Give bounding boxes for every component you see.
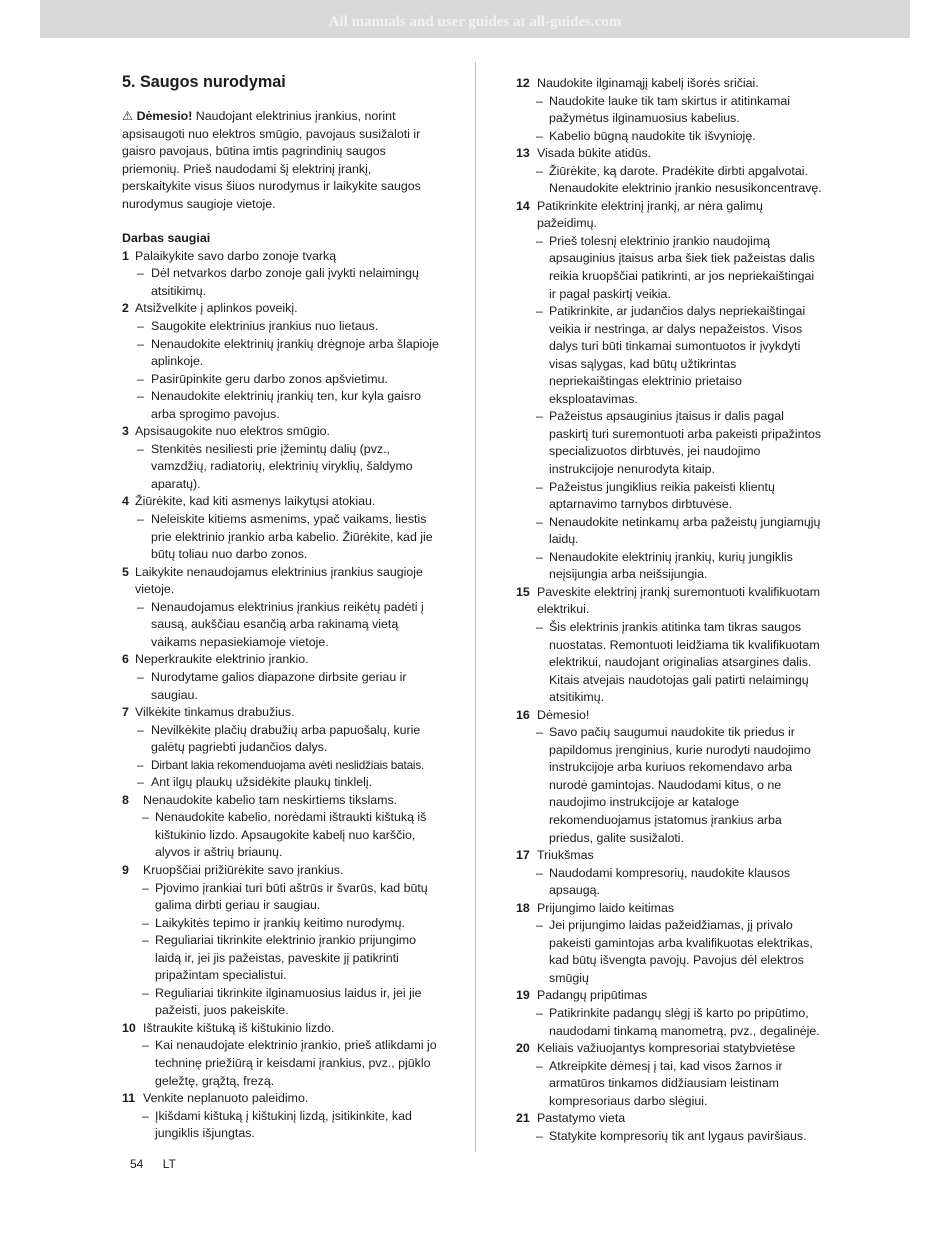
item-title: Apsisaugokite nuo elektros smūgio.	[135, 424, 330, 439]
safety-item	[122, 1090, 440, 1143]
safety-item-header	[122, 564, 440, 599]
safety-item	[122, 704, 440, 792]
item-number: 8	[122, 792, 129, 807]
item-number: 16	[516, 707, 530, 722]
item-title: Visada būkite atidūs.	[537, 146, 652, 161]
safety-item-header	[122, 792, 440, 810]
safety-item-header	[122, 248, 440, 266]
safety-item-header	[516, 584, 824, 619]
instruction-bullet: – Ant ilgų plaukų užsidėkite plaukų tinklelį.	[122, 774, 440, 792]
item-instructions	[122, 318, 440, 423]
item-title: Triukšmas	[537, 848, 594, 863]
item-instructions	[122, 265, 440, 300]
instruction-bullet: – Šis elektrinis įrankis atitinka tam tikras saugos nuostatas. Remontuoti leidžiama tik kvalifikuotam elektrikui, naudojant originalias atsargines dalis. Kitais atvejais naudotojas gali patirti nelaimingų atsitikimų.	[516, 619, 824, 707]
safety-item	[122, 1020, 440, 1090]
instruction-bullet: – Savo pačių saugumui naudokite tik priedus ir papildomus įrenginius, kurie nurodyti naudojimo instrukcijoje arba kuriuos rekomendavo arba nurodė gamintojas. Naudodami kitus, o ne naudojimo instrukcijoje ar kataloge rekomenduojamus įstatomus įrankius arba priedus, galite susižaloti.	[516, 724, 824, 847]
item-instructions	[122, 880, 440, 1020]
item-instructions	[122, 722, 440, 792]
item-title: Kruopščiai prižiūrėkite savo įrankius.	[143, 862, 344, 877]
watermark-text: All manuals and user guides at all-guides.com	[328, 13, 622, 30]
instruction-bullet: – Stenkitės nesiliesti prie įžemintų dalių (pvz., vamzdžių, radiatorių, elektrinių viryklių, šaldymo aparatų).	[122, 441, 440, 494]
instruction-bullet: – Kai nenaudojate elektrinio įrankio, prieš atlikdami jo techninę priežiūrą ir keisdami įrankius, pvz., pjūklo geležtę, grąžtą, frezą.	[122, 1037, 440, 1090]
safety-item	[122, 564, 440, 652]
item-number: 7	[122, 705, 129, 720]
instruction-bullet: – Nenaudokite kabelio, norėdami ištraukti kištuką iš kištukinio lizdo. Apsaugokite kabelį nuo karščio, alyvos ir aštrių briaunų.	[122, 809, 440, 862]
warning-text: Naudojant elektrinius įrankius, norint apsisaugoti nuo elektros smūgio, pavojaus susižaloti ir gaisro pavojaus, būtina imtis pagrindinių saugos priemonių. Prieš naudodami šį elektrinį įrankį, perskaitykite visus šiuos nurodymus ir laikykite saugos nurodymus saugioje vietoje.	[122, 109, 421, 211]
safety-item-header	[122, 651, 440, 669]
item-number: 5	[122, 564, 129, 579]
item-instructions	[516, 619, 824, 707]
item-title: Prijungimo laido keitimas	[537, 900, 675, 915]
instruction-bullet: – Jei prijungimo laidas pažeidžiamas, jį privalo pakeisti gamintojas arba kvalifikuotas elektrikas, kad būtų išvengta pavojų. Pavojus dėl elektros smūgių	[516, 917, 824, 987]
instruction-bullet: – Nenaudokite netinkamų arba pažeistų jungiamųjų laidų.	[516, 514, 824, 549]
instruction-bullet: – Neleiskite kitiems asmenims, ypač vaikams, liestis prie elektrinio įrankio arba kabelio. Žiūrėkite, kad jie būtų toliau nuo darbo zonos.	[122, 511, 440, 564]
instruction-bullet: – Prieš tolesnį elektrinio įrankio naudojimą apsauginius įtaisus arba šiek tiek pažeistas dalis reikia kruopščiai patikrinti, ar jos nepriekaištingai ir pagal paskirtį veikia.	[516, 233, 824, 303]
left-safety-list	[122, 248, 440, 1143]
safety-item-header	[122, 862, 440, 880]
safety-item-header	[516, 1110, 824, 1128]
instruction-bullet: – Nenaudokite elektrinių įrankių, kurių jungiklis neįsijungia arba neišsijungia.	[516, 549, 824, 584]
safety-item	[516, 198, 824, 584]
safety-item	[516, 987, 824, 1040]
item-instructions	[516, 724, 824, 847]
safety-item	[516, 145, 824, 198]
item-title: Laikykite nenaudojamus elektrinius įrankius saugioje vietoje.	[135, 564, 423, 597]
instruction-bullet: – Žiūrėkite, ką darote. Pradėkite dirbti apgalvotai. Nenaudokite elektrinio įrankio nesusikoncentravę.	[516, 163, 824, 198]
page-footer	[130, 1157, 192, 1171]
item-title: Atsižvelkite į aplinkos poveikį.	[135, 301, 298, 316]
item-title: Dėmesio!	[537, 707, 590, 722]
item-title: Venkite neplanuoto paleidimo.	[143, 1091, 309, 1106]
safety-item-header	[516, 847, 824, 865]
instruction-bullet: – Naudokite lauke tik tam skirtus ir atitinkamai pažymėtus ilginamuosius kabelius.	[516, 93, 824, 128]
instruction-bullet: – Įkišdami kištuką į kištukinį lizdą, įsitikinkite, kad jungiklis išjungtas.	[122, 1108, 440, 1143]
instruction-bullet: – Pjovimo įrankiai turi būti aštrūs ir švarūs, kad būtų galima dirbti geriau ir saugiau.	[122, 880, 440, 915]
item-number: 9	[122, 862, 129, 877]
item-number: 11	[122, 1091, 136, 1106]
safety-item	[516, 1110, 824, 1145]
item-title: Paveskite elektrinį įrankį suremontuoti kvalifikuotam elektrikui.	[537, 584, 821, 617]
item-instructions	[516, 1128, 824, 1146]
instruction-bullet: – Saugokite elektrinius įrankius nuo lietaus.	[122, 318, 440, 336]
safety-item	[516, 707, 824, 847]
safety-item	[122, 248, 440, 301]
safety-item	[516, 75, 824, 145]
item-title: Keliais važiuojantys kompresoriai statybvietėse	[537, 1041, 796, 1056]
item-title: Nenaudokite kabelio tam neskirtiems tikslams.	[143, 792, 398, 807]
item-number: 12	[516, 76, 530, 90]
item-title: Palaikykite savo darbo zonoje tvarką	[135, 248, 337, 263]
safety-item	[122, 792, 440, 862]
warning-label: Dėmesio!	[136, 109, 193, 123]
item-title: Naudokite ilginamąjį kabelį išorės sričiai.	[537, 76, 759, 90]
language-code: LT	[162, 1157, 176, 1171]
instruction-bullet: – Kabelio būgną naudokite tik išvynioję.	[516, 128, 824, 146]
item-instructions	[516, 233, 824, 584]
instruction-bullet: – Pažeistus apsauginius įtaisus ir dalis pagal paskirtį turi suremontuoti arba pakeisti pripažintos specializuotos dirbtuvės, jei naudojimo instrukcijoje nenurodyta kitaip.	[516, 408, 824, 478]
safety-item-header	[122, 423, 440, 441]
instruction-bullet: – Dirbant lakia rekomenduojama avėti neslidžiais batais.	[122, 757, 440, 775]
item-instructions	[122, 809, 440, 862]
right-safety-list	[516, 75, 824, 1145]
item-number: 13	[516, 146, 530, 161]
instruction-bullet: – Reguliariai tikrinkite ilginamuosius laidus ir, jei jie pažeisti, juos pakeiskite.	[122, 985, 440, 1020]
item-instructions	[122, 669, 440, 704]
instruction-bullet: – Patikrinkite, ar judančios dalys nepriekaištingai veikia ir nestringa, ar dalys nepažeistos. Visos dalys turi būti tinkamai sumontuotos ir įvykdyti visas sąlygas, kad būtų užtikrintas nepriekaištingas elektrinio prietaiso eksploatavimas.	[516, 303, 824, 408]
safety-item-header	[516, 75, 824, 93]
instruction-bullet: – Statykite kompresorių tik ant lygaus paviršiaus.	[516, 1128, 824, 1146]
item-number: 10	[122, 1020, 136, 1035]
right-column	[516, 75, 824, 1145]
safety-item-header	[516, 145, 824, 163]
item-instructions	[122, 1108, 440, 1143]
item-title: Pastatymo vieta	[537, 1111, 626, 1126]
safety-item-header	[516, 707, 824, 725]
safety-item	[516, 847, 824, 900]
item-number: 6	[122, 652, 129, 667]
item-number: 2	[122, 301, 129, 316]
item-title: Patikrinkite elektrinį įrankį, ar nėra galimų pažeidimų.	[537, 198, 763, 231]
item-instructions	[122, 511, 440, 564]
instruction-bullet: – Nenaudokite elektrinių įrankių drėgnoje arba šlapioje aplinkoje.	[122, 336, 440, 371]
instruction-bullet: – Pažeistus jungiklius reikia pakeisti klientų aptarnavimo tarnybos dirbtuvėse.	[516, 479, 824, 514]
item-title: Padangų pripūtimas	[537, 988, 648, 1003]
left-column	[122, 72, 440, 1143]
safety-item	[122, 300, 440, 423]
item-instructions	[122, 441, 440, 494]
safety-item-header	[122, 1020, 440, 1038]
instruction-bullet: – Nenaudokite elektrinių įrankių ten, kur kyla gaisro arba sprogimo pavojus.	[122, 388, 440, 423]
safety-item-header	[516, 987, 824, 1005]
safety-item-header	[516, 1040, 824, 1058]
column-divider	[475, 62, 476, 1152]
item-instructions	[122, 599, 440, 652]
item-instructions	[516, 917, 824, 987]
item-instructions	[516, 1005, 824, 1040]
safety-item	[122, 423, 440, 493]
item-number: 4	[122, 494, 129, 509]
safety-item-header	[122, 704, 440, 722]
item-number: 14	[516, 198, 530, 213]
item-title: Žiūrėkite, kad kiti asmenys laikytųsi atokiau.	[135, 494, 376, 509]
instruction-bullet: – Laikykitės tepimo ir įrankių keitimo nurodymų.	[122, 915, 440, 933]
instruction-bullet: – Nenaudojamus elektrinius įrankius reikėtų padėti į sausą, aukščiau esančią arba rakinamą vietą vaikams nepasiekiamoje vietoje.	[122, 599, 440, 652]
safety-item-header	[516, 900, 824, 918]
instruction-bullet: – Naudodami kompresorių, naudokite klausos apsaugą.	[516, 865, 824, 900]
instruction-bullet: – Patikrinkite padangų slėgį iš karto po pripūtimo, naudodami tinkamą manometrą, pvz., degalinėje.	[516, 1005, 824, 1040]
safety-item-header	[122, 1090, 440, 1108]
item-number: 3	[122, 424, 129, 439]
instruction-bullet: – Nurodytame galios diapazone dirbsite geriau ir saugiau.	[122, 669, 440, 704]
safety-item	[516, 1040, 824, 1110]
item-instructions	[516, 1058, 824, 1111]
instruction-bullet: – Dėl netvarkos darbo zonoje gali įvykti nelaimingų atsitikimų.	[122, 265, 440, 300]
warning-paragraph	[122, 108, 440, 213]
subsection-heading: Darbas saugiai	[122, 231, 211, 246]
safety-item-header	[122, 300, 440, 318]
safety-item	[122, 651, 440, 704]
safety-item	[516, 900, 824, 988]
item-number: 15	[516, 584, 530, 599]
section-heading: 5. Saugos nurodymai	[122, 73, 286, 91]
item-number: 21	[516, 1111, 530, 1126]
item-instructions	[516, 93, 824, 146]
item-number: 19	[516, 988, 530, 1003]
warning-icon: ⚠	[122, 109, 134, 123]
item-instructions	[516, 865, 824, 900]
safety-item-header	[122, 493, 440, 511]
item-number: 20	[516, 1041, 530, 1056]
safety-item	[122, 493, 440, 563]
safety-item	[122, 862, 440, 1020]
safety-item	[516, 584, 824, 707]
item-number: 18	[516, 900, 530, 915]
instruction-bullet: – Pasirūpinkite geru darbo zonos apšvietimu.	[122, 371, 440, 389]
item-number: 17	[516, 848, 530, 863]
watermark-banner	[40, 0, 910, 38]
instruction-bullet: – Nevilkėkite plačių drabužių arba papuošalų, kurie galėtų pagriebti judančios dalys.	[122, 722, 440, 757]
instruction-bullet: – Reguliariai tikrinkite elektrinio įrankio prijungimo laidą ir, jei jis pažeistas, paveskite jį patikrinti pripažintam specialistui.	[122, 932, 440, 985]
item-title: Ištraukite kištuką iš kištukinio lizdo.	[143, 1020, 335, 1035]
page-number: 54	[130, 1157, 144, 1171]
item-instructions	[516, 163, 824, 198]
item-title: Vilkėkite tinkamus drabužius.	[135, 705, 295, 720]
item-title: Neperkraukite elektrinio įrankio.	[135, 652, 309, 667]
item-number: 1	[122, 248, 129, 263]
item-instructions	[122, 1037, 440, 1090]
instruction-bullet: – Atkreipkite dėmesį į tai, kad visos žarnos ir armatūros tinkamos didžiausiam leistinam kompresoriaus darbo slėgiui.	[516, 1058, 824, 1111]
safety-item-header	[516, 198, 824, 233]
